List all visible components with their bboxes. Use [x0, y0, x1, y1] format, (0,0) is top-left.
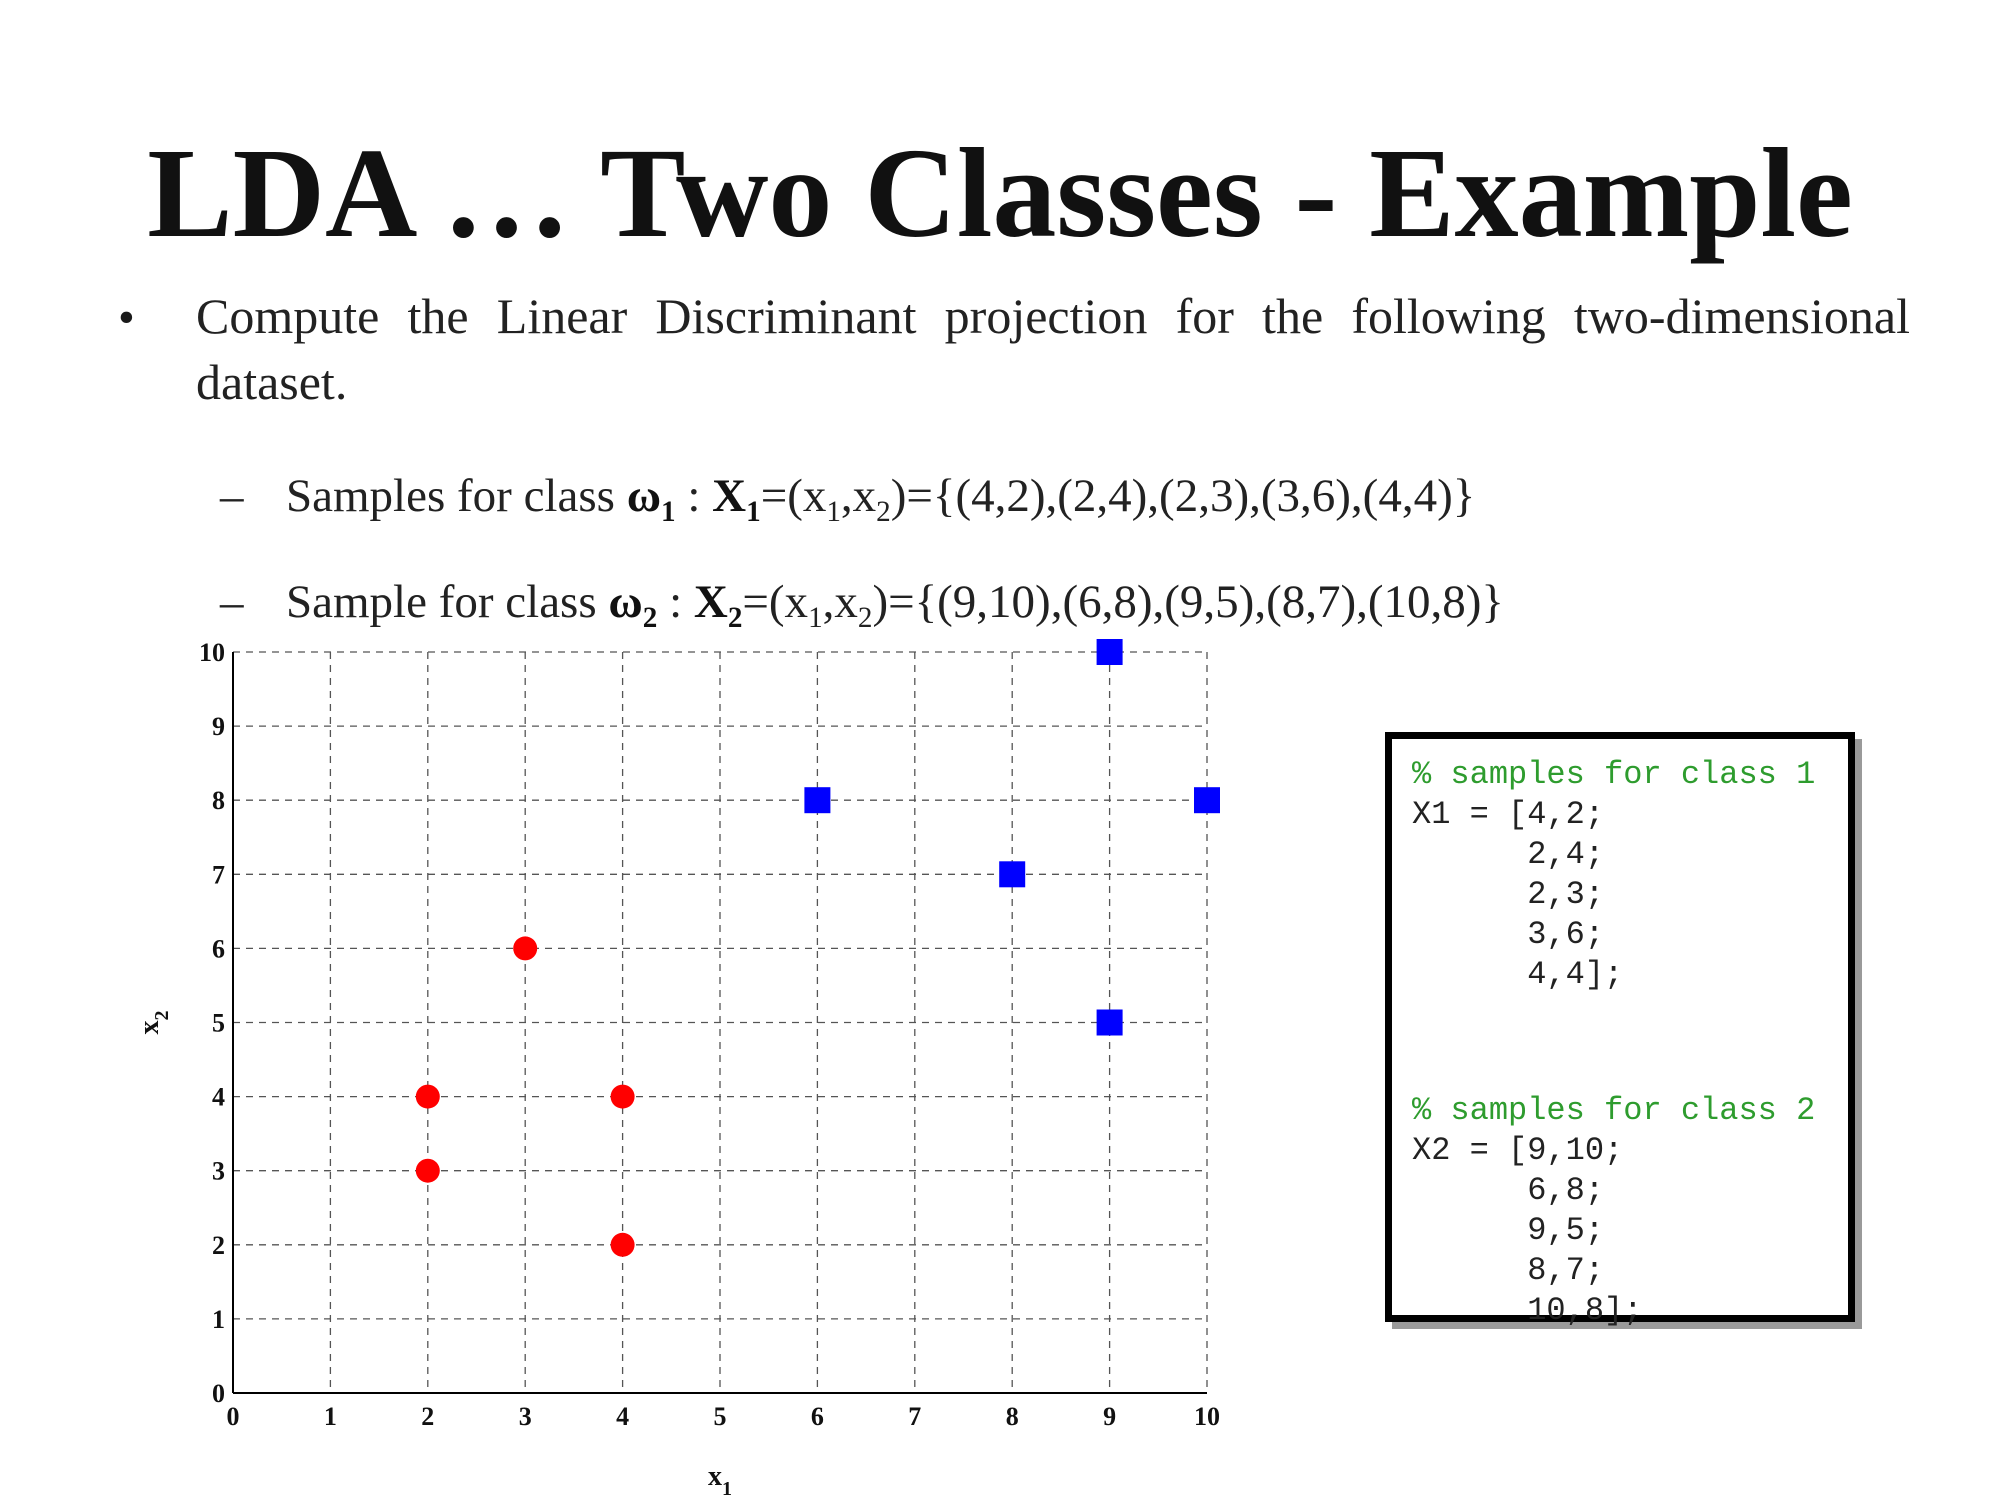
data-point-class2	[999, 861, 1025, 887]
data-point-class1	[611, 1233, 635, 1257]
matlab-code-box	[1385, 732, 1855, 1329]
dash-marker: –	[220, 576, 244, 628]
class2-sample-set: )={(9,10),(6,8),(9,5),(8,7),(10,8)}	[872, 576, 1504, 628]
y-tick-label: 9	[212, 712, 225, 742]
data-point-class2	[1194, 787, 1220, 813]
code-line: 9,5;	[1412, 1212, 1605, 1249]
equation-part: =(x	[742, 576, 809, 628]
omega-subscript: 1	[661, 496, 676, 529]
x-tick-label: 1	[323, 1402, 337, 1431]
x-tick-label: 3	[518, 1402, 532, 1431]
x-tick-label: 6	[810, 1402, 824, 1431]
matrix-symbol: X	[693, 576, 728, 628]
y-tick-label: 8	[212, 786, 225, 816]
y-tick-label: 2	[212, 1230, 225, 1260]
x1-subscript: 1	[826, 496, 841, 529]
y-tick-label: 10	[199, 638, 225, 667]
code-line: 4,4];	[1412, 956, 1624, 993]
x-axis-label-subscript: 1	[722, 1478, 732, 1500]
x-tick-label: 8	[1005, 1402, 1019, 1431]
y-tick-label: 0	[212, 1379, 225, 1408]
code-line: 6,8;	[1412, 1172, 1605, 1209]
x-tick-label: 5	[713, 1402, 727, 1431]
data-point-class1	[416, 1085, 440, 1109]
omega-symbol: ω	[626, 470, 662, 522]
slide-title: LDA … Two Classes - Example	[147, 122, 1853, 264]
class2-label: Sample for class	[286, 576, 609, 628]
matrix-symbol: X	[712, 470, 747, 522]
equation-part: ,x	[822, 576, 858, 628]
bullet-text: Compute the Linear Discriminant projection for the following two-dimensional dataset.	[196, 288, 1910, 410]
x-tick-label: 4	[616, 1402, 630, 1431]
code-line: 10,8];	[1412, 1292, 1643, 1329]
bullet-marker: •	[118, 291, 135, 344]
equation-part: ,x	[840, 470, 877, 522]
code-line: 2,3;	[1412, 876, 1605, 913]
code-line: X1 = [4,2;	[1412, 796, 1605, 833]
x-tick-label: 0	[226, 1402, 240, 1431]
y-tick-label: 6	[212, 934, 225, 964]
code-line: X2 = [9,10;	[1412, 1132, 1624, 1169]
x-axis-label: $x_1$	[708, 1461, 732, 1500]
y-tick-label: 7	[212, 860, 225, 890]
y-tick-label: 3	[212, 1156, 225, 1186]
x-tick-label: 9	[1103, 1402, 1117, 1431]
separator: :	[675, 470, 713, 522]
y-axis-label-subscript: 2	[151, 1010, 173, 1021]
code-line: 8,7;	[1412, 1252, 1605, 1289]
y-tick-label: 1	[212, 1304, 225, 1334]
data-point-class2	[804, 787, 830, 813]
code-comment-class1: % samples for class 1	[1412, 756, 1816, 793]
code-line: 2,4;	[1412, 836, 1605, 873]
x-tick-label: 10	[1194, 1402, 1220, 1431]
y-tick-label: 4	[212, 1082, 225, 1112]
code-comment-class2: % samples for class 2	[1412, 1092, 1816, 1129]
x-tick-label: 2	[421, 1402, 435, 1431]
y-axis-label: $x_2$	[134, 1010, 173, 1035]
data-point-class1	[611, 1085, 635, 1109]
x1-subscript: 1	[808, 602, 823, 635]
equation-part: =(x	[760, 470, 827, 522]
x2-subscript: 2	[876, 496, 891, 529]
data-point-class1	[513, 936, 537, 960]
omega-subscript: 2	[642, 602, 658, 635]
class1-label: Samples for class	[286, 470, 627, 522]
matrix-subscript: 2	[727, 602, 743, 635]
code-line: 3,6;	[1412, 916, 1605, 953]
data-point-class1	[416, 1159, 440, 1183]
data-point-class2	[1097, 639, 1123, 665]
x-tick-label: 7	[908, 1402, 922, 1431]
separator: :	[657, 576, 694, 628]
y-tick-label: 5	[212, 1008, 225, 1038]
data-point-class2	[1097, 1010, 1123, 1036]
class1-sample-set: )={(4,2),(2,4),(2,3),(3,6),(4,4)}	[890, 470, 1476, 522]
dash-marker: –	[220, 470, 244, 522]
matrix-subscript: 1	[746, 496, 761, 529]
omega-symbol: ω	[608, 576, 643, 628]
x2-subscript: 2	[857, 602, 873, 635]
